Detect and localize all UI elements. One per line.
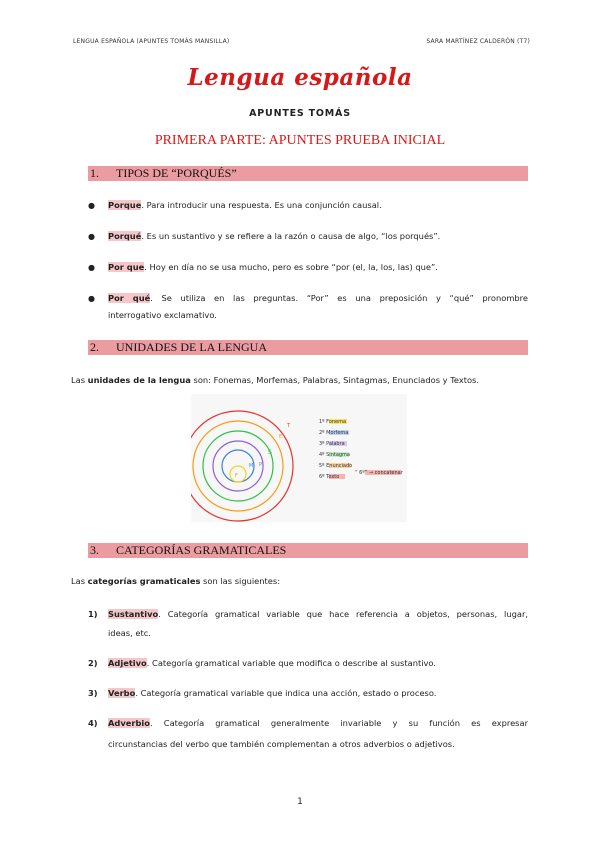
item-text: . Se utiliza en las preguntas. “Por” es una preposición y “qué” pronombre — [150, 293, 528, 303]
label-P: P — [259, 462, 263, 468]
term-highlight: Por qué — [108, 293, 151, 303]
list-item — [108, 606, 528, 622]
page-number: 1 — [297, 797, 303, 807]
item-text-continued: circunstancias del verbo que también complementan a otros adverbios o adjetivos. — [108, 739, 455, 749]
bullet-icon: ● — [88, 294, 95, 303]
text-fragment: Las — [71, 375, 88, 385]
text-fragment: Las — [71, 576, 88, 586]
concentric-circles-diagram — [191, 394, 407, 522]
section-title: UNIDADES DE LA LENGUA — [116, 340, 267, 354]
item-text: . Es un sustantivo y se refiere a la razón o causa de algo, “los porqués”. — [141, 231, 441, 241]
label-M: M — [249, 463, 254, 469]
list-item — [108, 655, 436, 671]
section-title: TIPOS DE “PORQUÉS” — [116, 166, 237, 180]
term-highlight: Sustantivo — [108, 609, 159, 619]
document-subtitle: APUNTES TOMÁS — [249, 108, 351, 119]
term-highlight: Adjetivo — [108, 658, 147, 668]
label-S: S — [268, 449, 272, 456]
legend-extra: “ 6º” → concatenar — [355, 470, 403, 476]
term-highlight: Verbo — [108, 688, 136, 698]
text-fragment: son: Fonemas, Morfemas, Palabras, Sintagmas, Enunciados y Textos. — [190, 375, 480, 385]
term-highlight: Adverbio — [108, 718, 150, 728]
list-number: 1) — [88, 609, 98, 619]
section-number: 1. — [90, 166, 99, 180]
section-number: 3. — [90, 543, 99, 557]
item-text-continued: interrogativo exclamativo. — [108, 310, 217, 320]
item-text: . Categoría gramatical variable que indica una acción, estado o proceso. — [135, 688, 437, 698]
list-item — [108, 685, 436, 701]
bold-text: unidades de la lengua — [87, 375, 191, 385]
bold-text: categorías gramaticales — [87, 576, 201, 586]
header-right: SARA MARTÍNEZ CALDERÓN (T7) — [426, 38, 530, 45]
bullet-icon: ● — [88, 201, 95, 210]
legend-2: 2º Morfema — [319, 430, 349, 436]
bullet-icon: ● — [88, 263, 95, 272]
label-T: T — [287, 423, 291, 429]
list-number: 4) — [88, 718, 98, 728]
part-title: PRIMERA PARTE: APUNTES PRUEBA INICIAL — [154, 133, 446, 148]
legend-5: 5º Enunciado — [319, 463, 353, 469]
paragraph-categorias — [71, 573, 280, 589]
list-item — [108, 290, 528, 306]
text-fragment: son las siguientes: — [200, 576, 280, 586]
header-left: LENGUA ESPAÑOLA (APUNTES TOMÁS MANSILLA) — [73, 38, 230, 45]
legend-4: 4º Sintagma — [319, 452, 350, 458]
list-number: 2) — [88, 658, 98, 668]
bullet-icon: ● — [88, 232, 95, 241]
item-text: . Hoy en día no se usa mucho, pero es sobre “por (el, la, los, las) que”. — [144, 262, 438, 272]
item-text: . Para introducir una respuesta. Es una conjunción causal. — [141, 200, 382, 210]
list-item — [108, 259, 438, 275]
section-heading-3 — [88, 543, 528, 558]
diagram-svg — [191, 394, 407, 522]
label-E: E — [279, 434, 283, 440]
section-heading-1 — [88, 166, 528, 181]
label-F: F — [235, 473, 238, 479]
item-text: . Categoría gramatical generalmente invariable y su función es expresar — [149, 718, 528, 728]
section-title: CATEGORÍAS GRAMATICALES — [116, 543, 287, 557]
term-highlight: Por que — [108, 262, 145, 272]
legend-1: 1º Fonema — [319, 419, 347, 425]
list-item — [108, 715, 528, 731]
circle-texto — [191, 411, 293, 521]
legend-3: 3º Palabra — [319, 441, 345, 447]
section-number: 2. — [90, 340, 99, 354]
list-item — [108, 197, 382, 213]
item-text-continued: ideas, etc. — [108, 628, 151, 638]
term-highlight: Porque — [108, 200, 142, 210]
item-text: . Categoría gramatical variable que hace referencia a objetos, personas, lugar, — [158, 609, 528, 619]
section-heading-2 — [88, 340, 528, 355]
circle-fonema — [230, 466, 246, 482]
term-highlight: Porqué — [108, 231, 142, 241]
list-number: 3) — [88, 688, 98, 698]
item-text: . Categoría gramatical variable que modifica o describe al sustantivo. — [146, 658, 436, 668]
document-title: Lengua española — [187, 64, 413, 91]
legend-6: 6º Texto — [319, 474, 340, 480]
list-item — [108, 228, 440, 244]
paragraph-unidades — [71, 372, 479, 388]
